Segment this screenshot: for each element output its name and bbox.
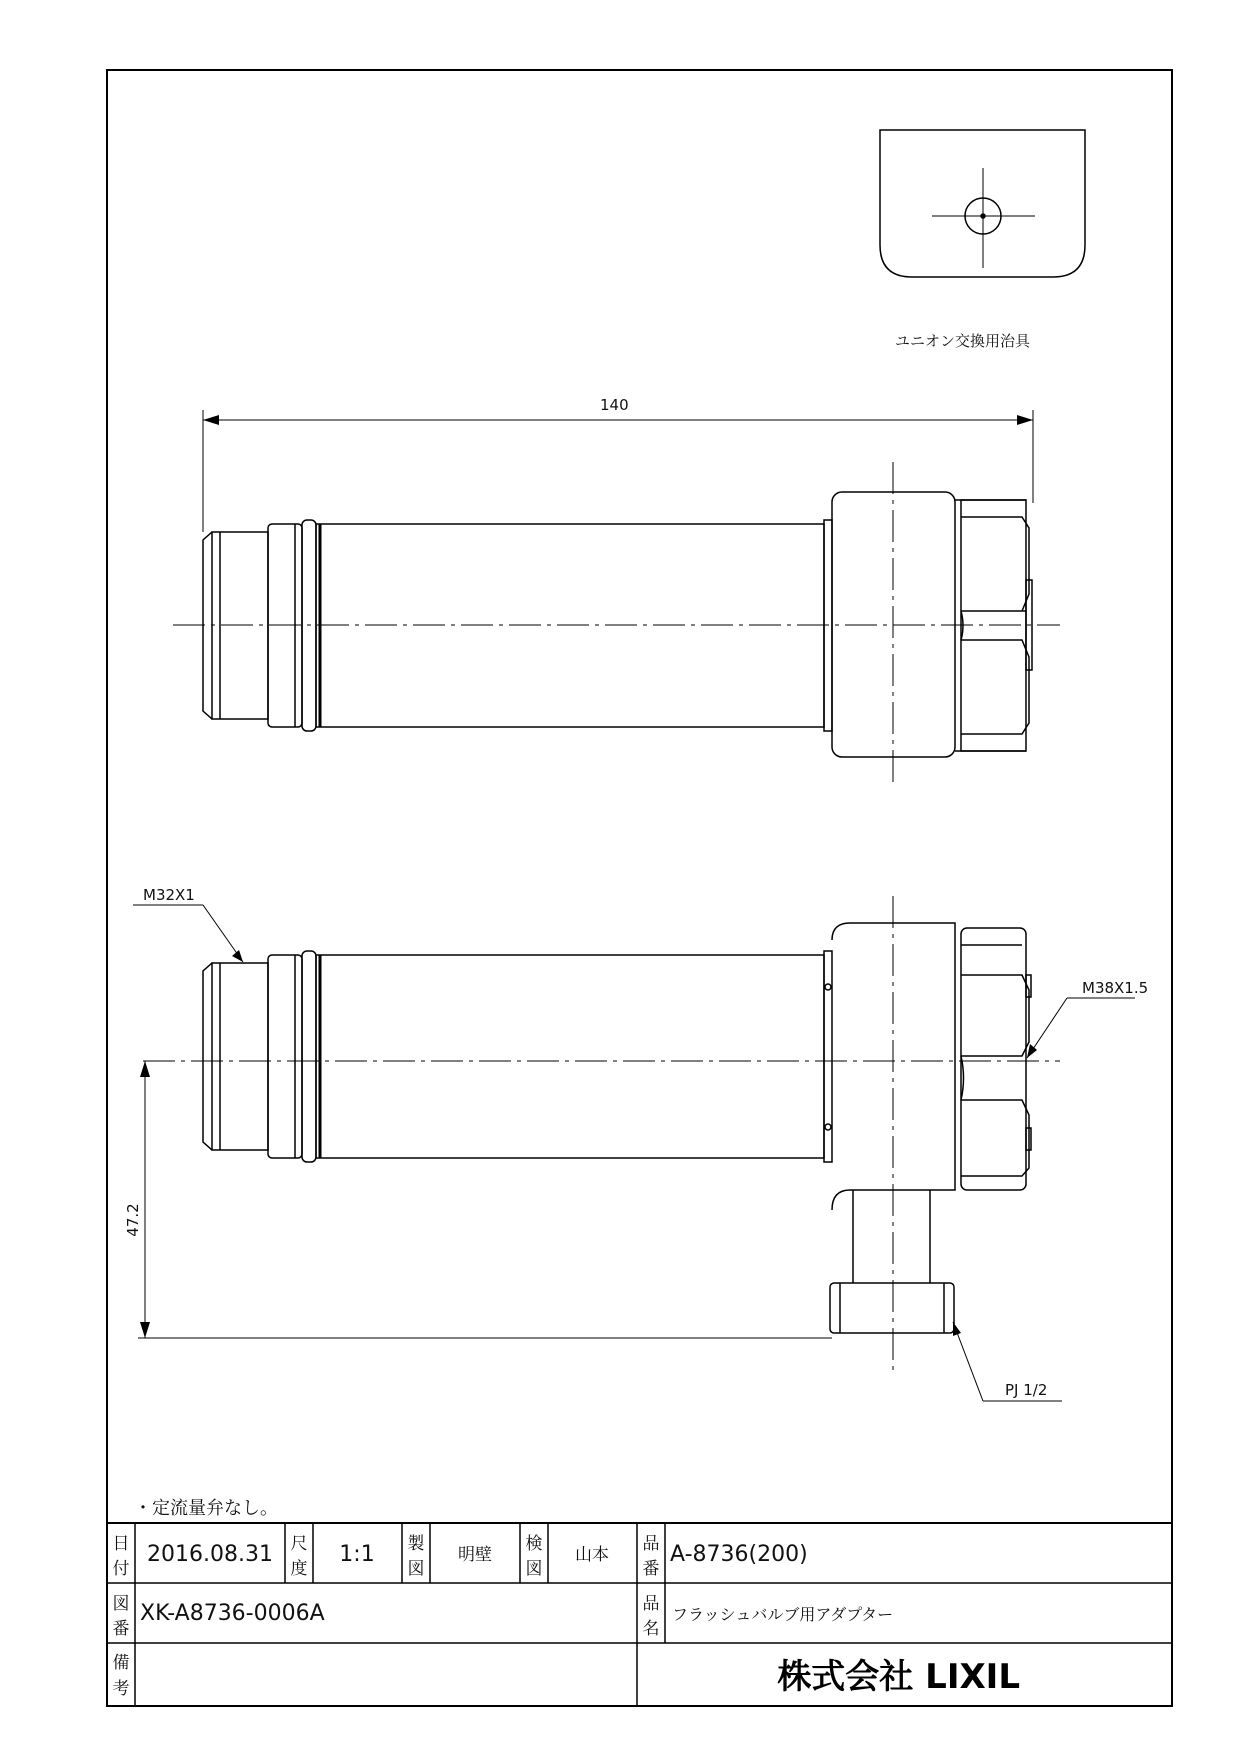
sheet-border xyxy=(107,70,1172,1706)
date-label-1: 日 xyxy=(112,1534,130,1554)
part-no: A-8736(200) xyxy=(670,1542,808,1567)
part-no-label-2: 番 xyxy=(642,1559,660,1579)
scale-value: 1:1 xyxy=(339,1542,375,1567)
top-view xyxy=(173,410,1060,785)
dim-thread-right: M38X1.5 xyxy=(1082,979,1149,997)
front-view xyxy=(133,896,1135,1401)
jig-caption: ユニオン交換用治具 xyxy=(895,332,1031,350)
scale-label-1: 尺 xyxy=(290,1534,308,1554)
note: ・定流量弁なし。 xyxy=(134,1498,278,1519)
drawn-label-2: 図 xyxy=(407,1559,425,1579)
dim-height: 47.2 xyxy=(124,1203,142,1237)
drawing-no-label-1: 図 xyxy=(112,1594,130,1614)
jig-figure xyxy=(880,130,1085,277)
dim-thread-left: M32X1 xyxy=(143,886,195,904)
name-label-1: 品 xyxy=(642,1594,660,1614)
part-no-label-1: 品 xyxy=(642,1534,660,1554)
checked-label-1: 検 xyxy=(525,1534,543,1554)
date-label-2: 付 xyxy=(112,1559,130,1579)
remarks-label-1: 備 xyxy=(112,1653,130,1673)
drawn-by: 明壁 xyxy=(458,1545,492,1565)
checked-label-2: 図 xyxy=(525,1559,543,1579)
drawn-label-1: 製 xyxy=(407,1534,425,1554)
checked-by: 山本 xyxy=(575,1545,609,1565)
dim-overall-length: 140 xyxy=(600,396,629,414)
product-name: フラッシュバルブ用アダプター xyxy=(672,1605,894,1624)
name-label-2: 名 xyxy=(642,1619,660,1639)
dim-thread-bottom: PJ 1/2 xyxy=(1005,1381,1048,1399)
company-logo: 株式会社 LIXIL xyxy=(777,1657,1020,1697)
drawing-no-label-2: 番 xyxy=(112,1619,130,1639)
remarks-label-2: 考 xyxy=(112,1679,130,1699)
drawing-no: XK-A8736-0006A xyxy=(140,1601,325,1626)
scale-label-2: 度 xyxy=(290,1559,308,1579)
date-value: 2016.08.31 xyxy=(147,1542,273,1567)
